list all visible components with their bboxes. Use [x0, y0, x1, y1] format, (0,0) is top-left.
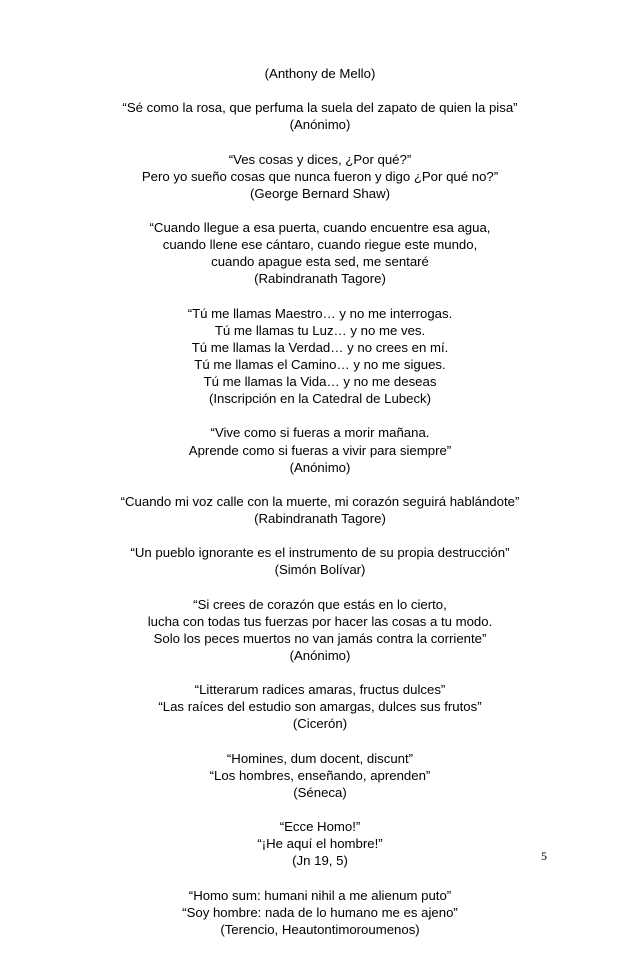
quote-line: (Anónimo): [289, 117, 351, 133]
quote-block: [110, 750, 530, 801]
quote-line: “Ecce Homo!”: [279, 819, 361, 835]
quote-line: (Cicerón): [292, 716, 348, 732]
quote-line: Aprende como si fueras a vivir para siempre”: [188, 442, 452, 458]
quote-line: (Séneca): [293, 784, 347, 800]
quote-line: “Ves cosas y dices, ¿Por qué?”: [228, 151, 412, 167]
quote-line: “Si crees de corazón que estás en lo cierto,: [193, 596, 447, 612]
quote-line: cuando apague esta sed, me sentaré: [211, 254, 429, 270]
quote-block: [110, 544, 530, 578]
quote-line: (Simón Bolívar): [274, 562, 366, 578]
quote-line: (Anónimo): [289, 647, 351, 663]
quote-line: (Jn 19, 5): [292, 853, 348, 869]
quote-block: [110, 219, 530, 287]
quote-block: [110, 305, 530, 408]
quote-block: [110, 818, 530, 869]
quote-line: (Anónimo): [289, 459, 351, 475]
quote-line: “Los hombres, enseñando, aprenden”: [209, 767, 431, 783]
quote-line: lucha con todas tus fuerzas por hacer las cosas a tu modo.: [147, 613, 493, 629]
quote-block: [110, 424, 530, 475]
quote-line: Solo los peces muertos no van jamás contra la corriente”: [153, 630, 487, 646]
quote-line: (Inscripción en la Catedral de Lubeck): [208, 391, 432, 407]
quote-line: “Un pueblo ignorante es el instrumento de su propia destrucción”: [130, 545, 510, 561]
quote-line: “Homines, dum docent, discunt”: [226, 750, 414, 766]
quote-line: (Rabindranath Tagore): [254, 271, 386, 287]
quote-line: cuando llene ese cántaro, cuando riegue este mundo,: [162, 237, 478, 253]
quotes-list: [110, 65, 530, 955]
quote-line: “Vive como si fueras a morir mañana.: [210, 425, 430, 441]
quote-line: Tú me llamas la Vida… y no me deseas: [203, 374, 437, 390]
quote-line: Pero yo sueño cosas que nunca fueron y digo ¿Por qué no?”: [141, 168, 499, 184]
quote-line: (Anthony de Mello): [264, 66, 376, 81]
quote-block: [110, 99, 530, 133]
quote-line: “Cuando llegue a esa puerta, cuando encuentre esa agua,: [149, 220, 491, 236]
quote-line: “Las raíces del estudio son amargas, dulces sus frutos”: [158, 699, 482, 715]
quote-line: “Soy hombre: nada de lo humano me es ajeno”: [182, 904, 458, 920]
quote-line: “Cuando mi voz calle con la muerte, mi corazón seguirá hablándote”: [120, 493, 520, 509]
quote-line: Tú me llamas el Camino… y no me sigues.: [194, 356, 446, 372]
quote-line: “Tú me llamas Maestro… y no me interrogas.: [187, 305, 453, 321]
quote-block: [110, 493, 530, 527]
quote-block: [110, 151, 530, 202]
quote-block: [110, 681, 530, 732]
page-number: 5: [541, 849, 547, 863]
quote-line: “Litterarum radices amaras, fructus dulces”: [194, 682, 446, 698]
quote-line: Tú me llamas tu Luz… y no me ves.: [214, 322, 426, 338]
quote-line: “Sé como la rosa, que perfuma la suela del zapato de quien la pisa”: [122, 100, 518, 116]
quote-line: (George Bernard Shaw): [249, 185, 390, 201]
quote-line: (Rabindranath Tagore): [254, 511, 386, 526]
quote-line: “¡He aquí el hombre!”: [257, 836, 383, 852]
quote-line: Tú me llamas la Verdad… y no crees en mí.: [191, 339, 449, 355]
quote-block: [110, 65, 530, 82]
quote-line: “Homo sum: humani nihil a me alienum puto”: [188, 887, 452, 903]
quote-line: (Terencio, Heautontimoroumenos): [220, 921, 420, 937]
quote-block: [110, 596, 530, 664]
quote-block: [110, 887, 530, 938]
